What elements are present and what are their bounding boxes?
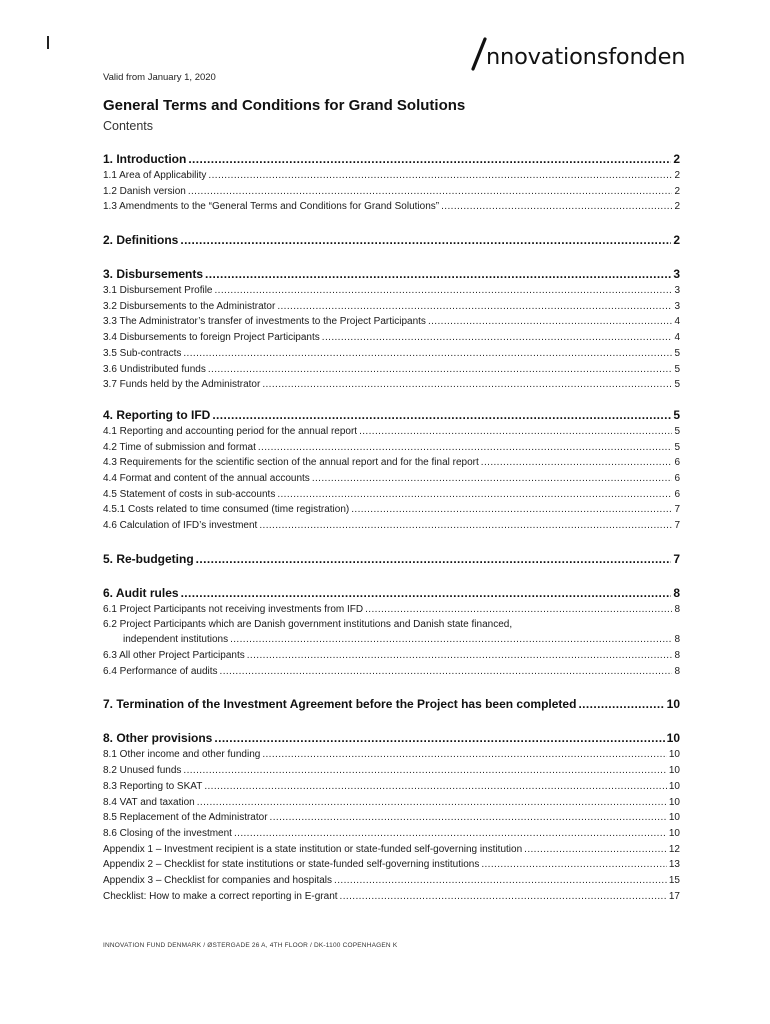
toc-entry-format-content[interactable]: 4.4 Format and content of the annual accounts ..... 6 (103, 471, 680, 487)
toc-entry-unused-funds[interactable]: 8.2 Unused funds ..... 10 (103, 763, 680, 779)
toc-entry-reporting[interactable]: 4. Reporting to IFD ..... 5 (103, 406, 680, 424)
toc-entry-scientific-requirements[interactable]: 4.3 Requirements for the scientific section of the annual report and for the final report ..... 6 (103, 455, 680, 471)
toc-entry-amendments[interactable]: 1.3 Amendments to the “General Terms and Conditions for Grand Solutions” ..... 2 (103, 199, 680, 215)
logo-wordmark: nnovationsfonden (486, 43, 686, 70)
toc-entry-time-registration[interactable]: 4.5.1 Costs related to time consumed (time registration) ..... 7 (103, 502, 680, 518)
toc-entry-danish-version[interactable]: 1.2 Danish version ..... 2 (103, 184, 680, 200)
toc-entry-appendix-1[interactable]: Appendix 1 – Investment recipient is a state institution or state-funded self-governing institution ..... 12 (103, 842, 680, 858)
page-footer-address: INNOVATION FUND DENMARK / ØSTERGADE 26 A, 4TH FLOOR / DK-1100 COPENHAGEN K (103, 942, 398, 949)
toc-entry-other-income[interactable]: 8.1 Other income and other funding ..... 10 (103, 747, 680, 763)
innovationsfonden-logo (470, 35, 685, 71)
toc-entry-performance-audits[interactable]: 6.4 Performance of audits ..... 8 (103, 664, 680, 680)
table-of-contents (103, 150, 680, 904)
toc-entry-area-of-applicability[interactable]: 1.1 Area of Applicability ..... 2 (103, 168, 680, 184)
toc-entry-disbursement-profile[interactable]: 3.1 Disbursement Profile ..... 3 (103, 283, 680, 299)
toc-entry-not-receiving-investments[interactable]: 6.1 Project Participants not receiving investments from IFD ..... 8 (103, 602, 680, 618)
toc-entry-termination[interactable]: 7. Termination of the Investment Agreement before the Project has been completed ..... 10 (103, 695, 680, 713)
toc-entry-disbursements[interactable]: 3. Disbursements ..... 3 (103, 265, 680, 283)
document-title: General Terms and Conditions for Grand Solutions (103, 97, 466, 114)
toc-entry-closing-investment[interactable]: 8.6 Closing of the investment ..... 10 (103, 826, 680, 842)
toc-entry-definitions[interactable]: 2. Definitions ..... 2 (103, 231, 680, 249)
toc-entry-reporting-skat[interactable]: 8.3 Reporting to SKAT ..... 10 (103, 779, 680, 795)
toc-entry-calculation-investment[interactable]: 4.6 Calculation of IFD’s investment ..... 7 (103, 518, 680, 534)
toc-entry-time-of-submission[interactable]: 4.2 Time of submission and format ..... 5 (103, 440, 680, 456)
toc-entry-funds-held[interactable]: 3.7 Funds held by the Administrator ..... 5 (103, 377, 680, 393)
toc-entry-reporting-period[interactable]: 4.1 Reporting and accounting period for the annual report ..... 5 (103, 424, 680, 440)
toc-entry-undistributed-funds[interactable]: 3.6 Undistributed funds ..... 5 (103, 362, 680, 378)
toc-entry-appendix-2[interactable]: Appendix 2 – Checklist for state institutions or state-funded self-governing institutions ..... 13 (103, 857, 680, 873)
toc-entry-other-participants[interactable]: 6.3 All other Project Participants ..... 8 (103, 648, 680, 664)
toc-entry-appendix-3[interactable]: Appendix 3 – Checklist for companies and hospitals ..... 15 (103, 873, 680, 889)
toc-entry-introduction[interactable]: 1. Introduction ..... 2 (103, 150, 680, 168)
toc-entry-other-provisions[interactable]: 8. Other provisions ..... 10 (103, 729, 680, 747)
toc-entry-administrator-transfer[interactable]: 3.3 The Administrator’s transfer of investments to the Project Participants ..... 4 (103, 314, 680, 330)
toc-entry-re-budgeting[interactable]: 5. Re-budgeting ..... 7 (103, 550, 680, 568)
toc-entry-statement-of-costs[interactable]: 4.5 Statement of costs in sub-accounts ..... 6 (103, 487, 680, 503)
toc-entry-sub-contracts[interactable]: 3.5 Sub-contracts ..... 5 (103, 346, 680, 362)
toc-entry-vat-taxation[interactable]: 8.4 VAT and taxation ..... 10 (103, 795, 680, 811)
toc-entry-replacement-administrator[interactable]: 8.5 Replacement of the Administrator ..... 10 (103, 810, 680, 826)
toc-entry-checklist-egrant[interactable]: Checklist: How to make a correct reporting in E-grant ..... 17 (103, 889, 680, 905)
text-cursor-mark (47, 36, 49, 49)
toc-entry-government-institutions-cont[interactable]: independent institutions ..... 8 (103, 632, 680, 648)
toc-entry-disbursements-administrator[interactable]: 3.2 Disbursements to the Administrator ..... 3 (103, 299, 680, 315)
toc-entry-foreign-participants[interactable]: 3.4 Disbursements to foreign Project Participants ..... 4 (103, 330, 680, 346)
contents-heading: Contents (103, 119, 154, 133)
valid-from-date: Valid from January 1, 2020 (103, 72, 216, 83)
toc-entry-government-institutions[interactable]: 6.2 Project Participants which are Danish government institutions and Danish state financed, (103, 619, 513, 631)
toc-entry-audit-rules[interactable]: 6. Audit rules ..... 8 (103, 584, 680, 602)
